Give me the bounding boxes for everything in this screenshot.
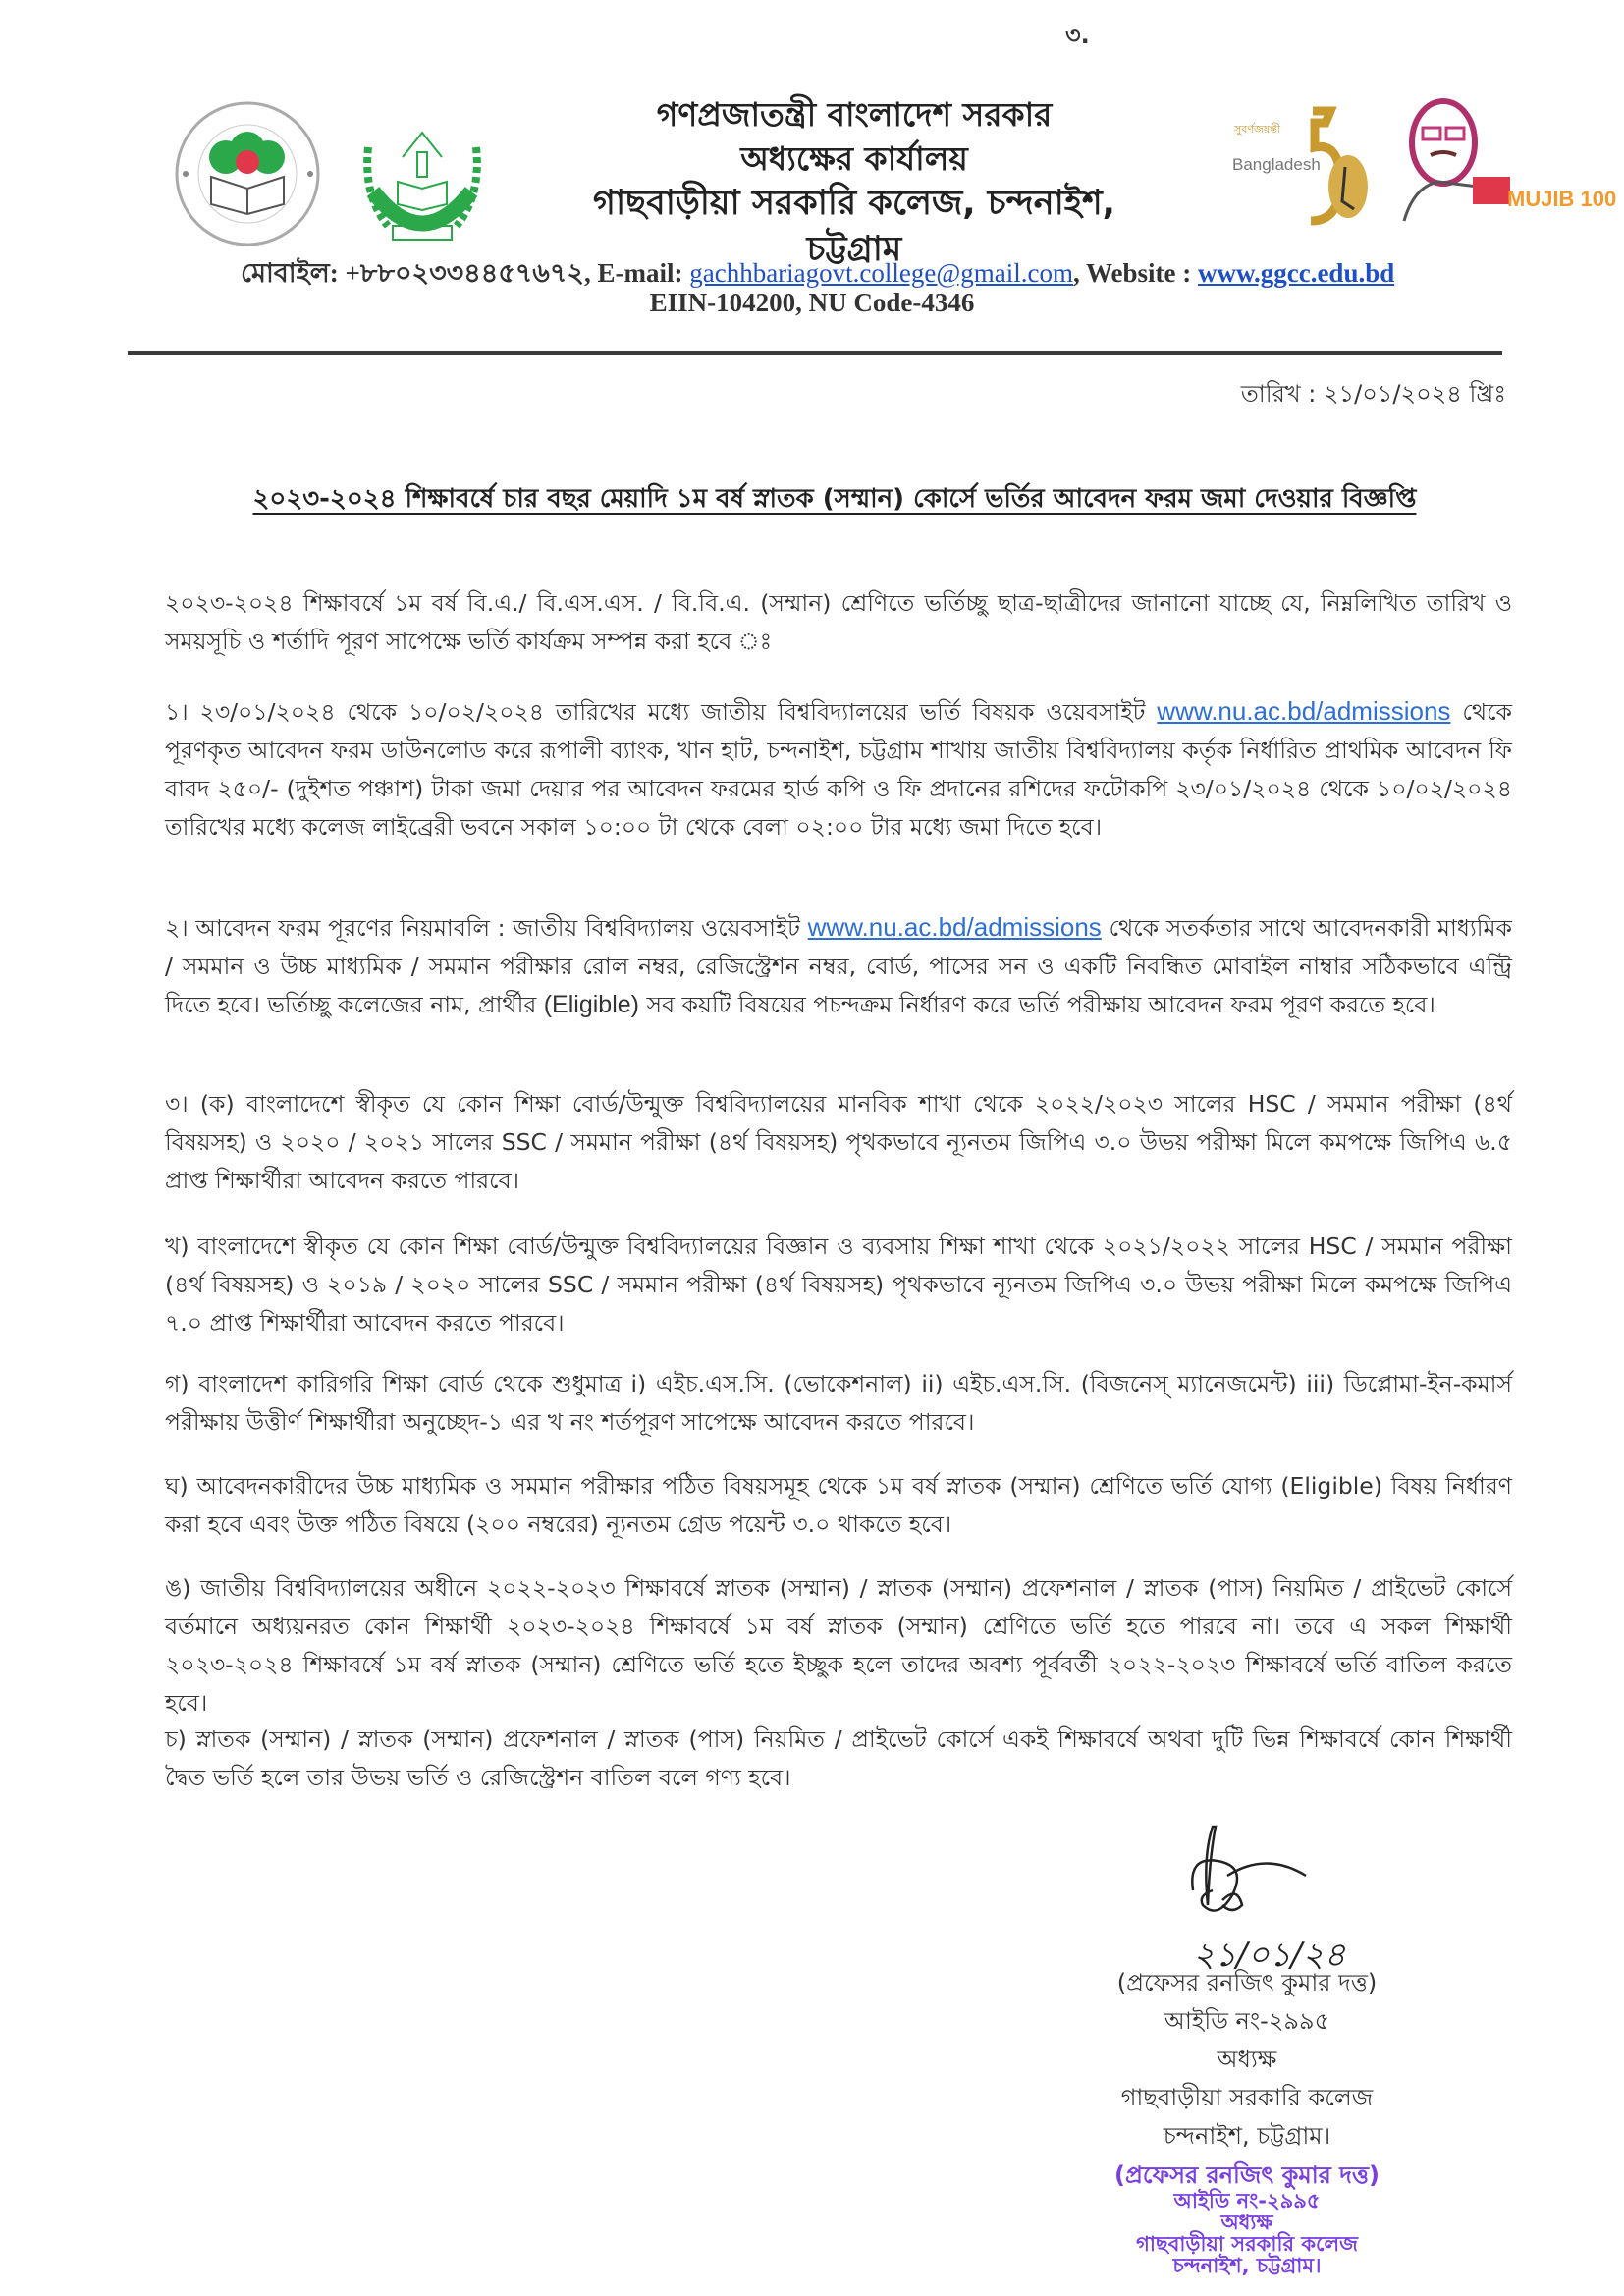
office-name: অধ্যক্ষের কার্যালয়	[740, 138, 968, 178]
mujib-100-logo-icon	[1389, 88, 1617, 226]
page-mark: ৩.	[1065, 22, 1090, 49]
nu-admissions-link[interactable]: www.nu.ac.bd/admissions	[1157, 696, 1451, 726]
stamp-college: গাছবাড়ীয়া সরকারি কলেজ	[1136, 2232, 1358, 2256]
paragraph-1-text-a: ১। ২৩/০১/২০২৪ থেকে ১০/০২/২০২৪ তারিখের মধ্যে জাতীয় বিশ্ববিদ্যালয়ের ভর্তি বিষয়ক ওয়েবসাইট	[165, 698, 1146, 726]
sheikh-hasina-education-emblem-icon	[172, 98, 324, 250]
website-link[interactable]: www.ggcc.edu.bd	[1197, 258, 1395, 288]
bangladesh-50-logo-icon	[1232, 93, 1370, 231]
signatory-name: (প্রফেসর রনজিৎ কুমার দত্ত)	[1116, 1969, 1378, 1996]
bangladesh-logo-text: Bangladesh	[1232, 155, 1321, 174]
eiin-nu-code: EIIN-104200, NU Code-4346	[649, 288, 975, 317]
email-label: E-mail:	[597, 258, 683, 288]
mujib-logo-text: MUJIB 100	[1507, 187, 1617, 211]
signatory-college: গাছবাড়ীয়া সরকারি কলেজ	[1120, 2084, 1374, 2111]
website-label: , Website :	[1072, 258, 1192, 288]
official-stamp	[1060, 2160, 1434, 2276]
government-name: গণপ্রজাতন্ত্রী বাংলাদেশ সরকার	[656, 95, 1053, 134]
paragraph-2-text-b: থেকে সতর্কতার সাথে আবেদনকারী মাধ্যমিক / সমমান ও উচ্চ মাধ্যমিক / সমমান পরীক্ষার রোল নম্বর, রেজিস্ট্রেশন নম্বর, বোর্ড, পাসের সন ও একটি নিবন্ধিত মোবাইল নাম্বার সঠিকভাবে এন্ট্রি দিতে হবে। ভর্তিচ্ছু কলেজের নাম, প্রার্থীর	[165, 914, 1512, 1018]
paragraph-3-kha: খ) বাংলাদেশে স্বীকৃত যে কোন শিক্ষা বোর্ড/উন্মুক্ত বিশ্ববিদ্যালয়ের বিজ্ঞান ও ব্যবসায় শিক্ষা শাখা থেকে ২০২১/২০২২ সালের HSC / সমমান পরীক্ষা (৪র্থ বিষয়সহ) ও ২০১৯ / ২০২০ সালের SSC / সমমান পরীক্ষা (৪র্থ বিষয়সহ) পৃথকভাবে ন্যূনতম জিপিএ ৩.০ উভয় পরীক্ষা মিলে কমপক্ষে জিপিএ ৭.০ প্রাপ্ত শিক্ষার্থীরা আবেদন করতে পারবে।	[165, 1232, 1512, 1337]
signatory-id: আইডি নং-২৯৯৫	[1164, 2007, 1330, 2035]
stamp-id: আইডি নং-২৯৯৫	[1173, 2189, 1321, 2213]
stamp-location: চন্দনাইশ, চট্টগ্রাম।	[1172, 2254, 1322, 2277]
college-name: গাছবাড়ীয়া সরকারি কলেজ, চন্দনাইশ, চট্টগ্রাম	[593, 184, 1115, 270]
paragraph-3-gha: ঘ) আবেদনকারীদের উচ্চ মাধ্যমিক ও সমমান পরীক্ষার পঠিত বিষয়সমূহ থেকে ১ম বর্ষ স্নাতক (সম্মান) শ্রেণিতে ভর্তি যোগ্য (Eligible) বিষয় নির্ধারণ করা হবে এবং উক্ত পঠিত বিষয়ে (২০০ নম্বরের) ন্যূনতম গ্রেড পয়েন্ট ৩.০ থাকতে হবে।	[165, 1472, 1512, 1538]
stamp-name: (প্রফেসর রনজিৎ কুমার দত্ত)	[1114, 2161, 1380, 2189]
stamp-designation: অধ্যক্ষ	[1220, 2211, 1273, 2234]
signatory-designation: অধ্যক্ষ	[1217, 2046, 1277, 2073]
signatory-block	[1060, 1964, 1434, 2156]
letterhead	[550, 93, 1159, 274]
svg-text:সুবর্ণজয়ন্তী: সুবর্ণজয়ন্তী	[1234, 123, 1281, 136]
handwritten-date: ২১/০১/২৪	[1193, 1936, 1346, 1975]
notice-title: ২০২৩-২০২৪ শিক্ষাবর্ষে চার বছর মেয়াদি ১ম বর্ষ স্নাতক (সম্মান) কোর্সে ভর্তির আবেদন ফরম জমা দেওয়ার বিজ্ঞপ্তি	[252, 484, 1417, 514]
paragraph-1	[165, 692, 1512, 847]
paragraph-2-text-a: ২। আবেদন ফরম পূরণের নিয়মাবলি : জাতীয় বিশ্ববিদ্যালয় ওয়েবসাইট	[165, 914, 800, 942]
signatory-location: চন্দনাইশ, চট্টগ্রাম।	[1163, 2122, 1331, 2150]
paragraph-2	[165, 908, 1512, 1024]
notice-date: তারিখ : ২১/০১/২০২৪ খ্রিঃ	[1240, 380, 1506, 408]
paragraph-3-cha: চ) স্নাতক (সম্মান) / স্নাতক (সম্মান) প্রফেশনাল / স্নাতক (পাস) নিয়মিত / প্রাইভেট কোর্সে একই শিক্ষাবর্ষে অথবা দুটি ভিন্ন শিক্ষাবর্ষে কোন শিক্ষার্থী দ্বৈত ভর্তি হলে তার উভয় ভর্তি ও রেজিস্ট্রেশন বাতিল বলে গণ্য হবে।	[165, 1725, 1512, 1791]
paragraph-1-text-b: থেকে পূরণকৃত আবেদন ফরম ডাউনলোড করে রূপালী ব্যাংক, খান হাট, চন্দনাইশ, চট্টগ্রাম শাখায় জাতীয় বিশ্ববিদ্যালয় কর্তৃক নির্ধারিত প্রাথমিক আবেদন ফি বাবদ ২৫০/- (দুইশত পঞ্চাশ) টাকা জমা দেয়ার পর আবেদন ফরমের হার্ড কপি ও ফি প্রদানের রশিদের ফটোকপি ২৩/০১/২০২৪ থেকে ১০/০২/২০২৪ তারিখের মধ্যে কলেজ লাইব্রেরী ভবনে সকাল ১০:০০ টা থেকে বেলা ০২:০০ টার মধ্যে জমা দিতে হবে।	[165, 698, 1512, 841]
email-link[interactable]: gachhbariagovt.college@gmail.com	[689, 258, 1073, 288]
paragraph-3-uma: ঙ) জাতীয় বিশ্ববিদ্যালয়ের অধীনে ২০২২-২০২৩ শিক্ষাবর্ষে স্নাতক (সম্মান) / স্নাতক (সম্মান) প্রফেশনাল / স্নাতক (পাস) নিয়মিত / প্রাইভেট কোর্সে বর্তমানে অধ্যয়নরত কোন শিক্ষার্থী ২০২৩-২০২৪ শিক্ষাবর্ষে ১ম বর্ষ স্নাতক (সম্মান) শ্রেণিতে ভর্তি হতে পারবে না। তবে এ সকল শিক্ষার্থী ২০২৩-২০২৪ শিক্ষাবর্ষে ১ম বর্ষ স্নাতক (সম্মান) শ্রেণিতে ভর্তি হতে ইচ্ছুক হলে তাদের অবশ্য পূর্ববর্তী ২০২২-২০২৩ শিক্ষাবর্ষে ভর্তি বাতিল করতে হবে।	[165, 1574, 1512, 1717]
intro-paragraph: ২০২৩-২০২৪ শিক্ষাবর্ষে ১ম বর্ষ বি.এ./ বি.এস.এস. / বি.বি.এ. (সম্মান) শ্রেণিতে ভর্তিচ্ছু ছাত্র-ছাত্রীদের জানানো যাচ্ছে যে, নিম্নলিখিত তারিখ ও সময়সূচি ও শর্তাদি পূরণ সাপেক্ষে ভর্তি কার্যক্রম সম্পন্ন করা হবে ঃ	[165, 589, 1512, 655]
paragraph-3-ga: গ) বাংলাদেশ কারিগরি শিক্ষা বোর্ড থেকে শুধুমাত্র i) এইচ.এস.সি. (ভোকেশনাল) ii) এইচ.এস.সি. (বিজনেস্ ম্যানেজমেন্ট) iii) ডিপ্লোমা-ইন-কমার্স পরীক্ষায় উত্তীর্ণ শিক্ষার্থীরা অনুচ্ছেদ-১ এর খ নং শর্তপূরণ সাপেক্ষে আবেদন করতে পারবে।	[165, 1370, 1512, 1436]
college-emblem-icon	[349, 98, 496, 250]
nu-admissions-link-2[interactable]: www.nu.ac.bd/admissions	[807, 912, 1102, 942]
eligible-term: (Eligible)	[543, 991, 639, 1018]
mobile-number: +৮৮০২৩৩৪৪৫৭৬৭২,	[345, 258, 591, 288]
paragraph-2-text-c: সব কয়টি বিষয়ের পচন্দক্রম নির্ধারণ করে ভর্তি পরীক্ষায় আবেদন ফরম পূরণ করতে হবে।	[646, 991, 1435, 1018]
paragraph-3-ka: ৩। (ক) বাংলাদেশে স্বীকৃত যে কোন শিক্ষা বোর্ড/উন্মুক্ত বিশ্ববিদ্যালয়ের মানবিক শাখা থেকে ২০২২/২০২৩ সালের HSC / সমমান পরীক্ষা (৪র্থ বিষয়সহ) ও ২০২০ / ২০২১ সালের SSC / সমমান পরীক্ষা (৪র্থ বিষয়সহ) পৃথকভাবে ন্যূনতম জিপিএ ৩.০ উভয় পরীক্ষা মিলে কমপক্ষে জিপিএ ৬.৫ প্রাপ্ত শিক্ষার্থীরা আবেদন করতে পারবে।	[165, 1090, 1512, 1194]
mobile-label: মোবাইল:	[241, 258, 339, 288]
header-divider	[128, 351, 1502, 355]
